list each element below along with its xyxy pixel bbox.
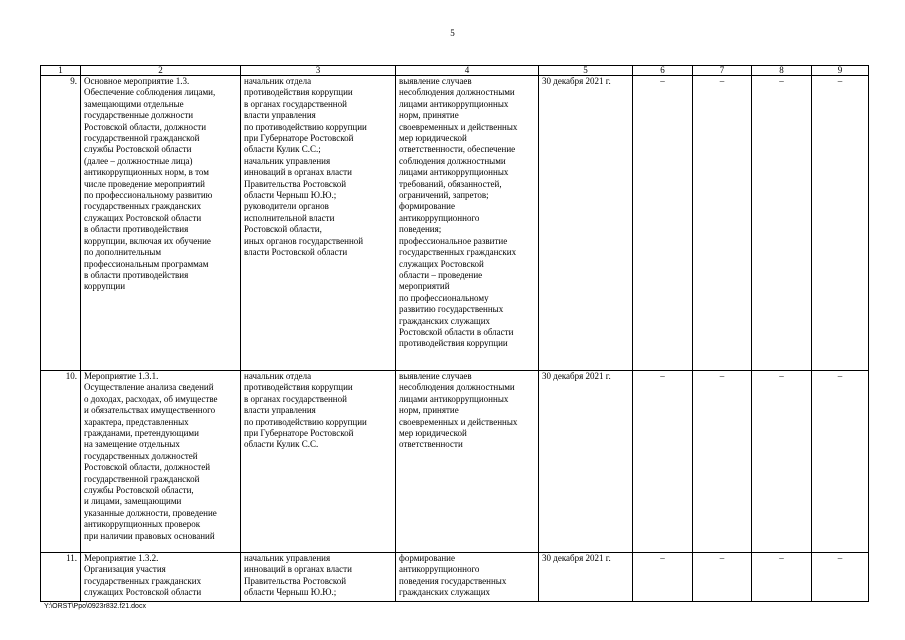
responsible-cell (241, 371, 396, 553)
dash-cell: – (633, 76, 693, 371)
event-cell (81, 76, 241, 371)
dash-cell: – (752, 76, 812, 371)
result-text: выявление случаев несоблюдения должностными лицами антикоррупционных норм, принятие своевременных и действенных мер юридической ответственности, обеспечение соблюдения должностными лицами антикоррупционных требований, обязанностей, ограничений, запретов; формирование антикоррупционного поведения; профессиональное развитие государственных гражданских служащих Ростовской области – проведение мероприятий по профессиональному развитию государственных гражданских служащих Ростовской области в области противодействия коррупции (399, 76, 518, 349)
event-text: Мероприятие 1.3.2. Организация участия государственных гражданских служащих Ростовской области (84, 553, 202, 598)
result-cell (396, 371, 539, 553)
dash-cell: – (693, 371, 752, 553)
file-path-footer: Y:\ORST\Ppo\0923r832.f21.docx (44, 603, 146, 610)
result-cell (396, 76, 539, 371)
responsible-cell (241, 553, 396, 602)
dash-cell: – (693, 553, 752, 602)
table-row (41, 76, 869, 371)
date-cell: 30 декабря 2021 г. (539, 371, 633, 553)
date-cell: 30 декабря 2021 г. (539, 553, 633, 602)
dash-cell: – (633, 371, 693, 553)
dash-cell: – (812, 553, 869, 602)
responsible-text: начальник управления инноваций в органах власти Правительства Ростовской области Черныш Ю.Ю.; (244, 553, 352, 598)
column-header: 3 (241, 66, 396, 76)
date-cell: 30 декабря 2021 г. (539, 76, 633, 371)
column-header: 1 (41, 66, 81, 76)
responsible-cell (241, 76, 396, 371)
row-number: 10. (41, 371, 81, 553)
column-header: 7 (693, 66, 752, 76)
measures-table (40, 65, 869, 602)
row-number: 11. (41, 553, 81, 602)
event-cell (81, 553, 241, 602)
responsible-text: начальник отдела противодействия коррупции в органах государственной власти управления по противодействию коррупции при Губернаторе Ростовской области Кулик С.С.; начальник управления инноваций в органах власти Правительства Ростовской области Черныш Ю.Ю.; руководители органов исполнительной власти Ростовской области, иных органов государственной власти Ростовской области (244, 76, 367, 258)
dash-cell: – (812, 76, 869, 371)
column-header: 4 (396, 66, 539, 76)
row-number: 9. (41, 76, 81, 371)
result-cell (396, 553, 539, 602)
column-header: 9 (812, 66, 869, 76)
column-header: 2 (81, 66, 241, 76)
dash-cell: – (693, 76, 752, 371)
dash-cell: – (752, 553, 812, 602)
responsible-text: начальник отдела противодействия коррупции в органах государственной власти управления по противодействию коррупции при Губернаторе Ростовской области Кулик С.С. (244, 371, 367, 450)
dash-cell: – (633, 553, 693, 602)
column-header: 8 (752, 66, 812, 76)
column-header: 5 (539, 66, 633, 76)
event-cell (81, 371, 241, 553)
result-text: выявление случаев несоблюдения должностными лицами антикоррупционных норм, принятие своевременных и действенных мер юридической ответственности (399, 371, 518, 450)
table-row (41, 371, 869, 553)
result-text: формирование антикоррупционного поведения государственных гражданских служащих (399, 553, 507, 598)
page-number: 5 (450, 28, 455, 38)
table-header-row (41, 66, 869, 76)
dash-cell: – (752, 371, 812, 553)
dash-cell: – (812, 371, 869, 553)
table-row (41, 553, 869, 602)
event-text: Мероприятие 1.3.1. Осуществление анализа сведений о доходах, расходах, об имуществе и обязательствах имущественного характера, представленных гражданами, претендующими на замещение отдельных государственных должностей Ростовской области, должностей государственной гражданской службы Ростовской области, и лицами, замещающими указанные должности, проведение антикоррупционных проверок при наличии правовых оснований (84, 371, 218, 541)
event-text: Основное мероприятие 1.3. Обеспечение соблюдения лицами, замещающими отдельные государственные должности Ростовской области, должности государственной гражданской службы Ростовской области (далее – должностные лица) антикоррупционных норм, в том числе проведение мероприятий по профессиональному развитию государственных гражданских служащих Ростовской области в области противодействия коррупции, включая их обучение по дополнительным профессиональным программам в области противодействия коррупции (84, 76, 216, 292)
column-header: 6 (633, 66, 693, 76)
